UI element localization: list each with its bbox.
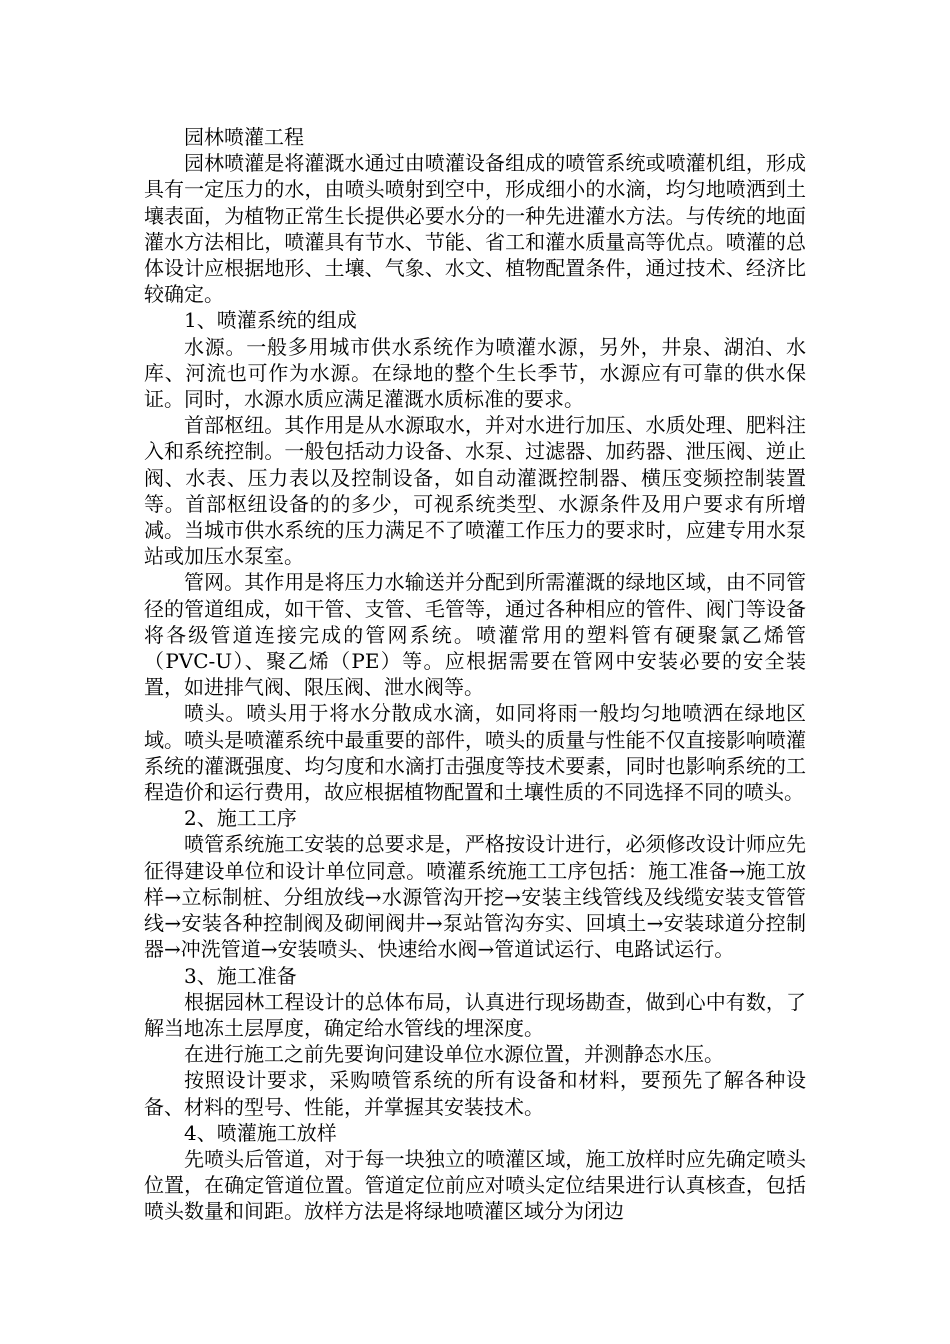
paragraph-intro: 园林喷灌是将灌溉水通过由喷灌设备组成的喷管系统或喷灌机组，形成具有一定压力的水，由喷头喷射到空中，形成细小的水滴，均匀地喷洒到土壤表面，为植物正常生长提供必要水分的一种先进灌水方法。与传统的地面灌水方法相比，喷灌具有节水、节能、省工和灌水质量高等优点。喷灌的总体设计应根据地形、土壤、气象、水文、植物配置条件，通过技术、经济比较确定。 bbox=[144, 151, 806, 307]
section-heading-3: 3、施工准备 bbox=[184, 963, 297, 988]
section-heading-2: 2、施工工序 bbox=[184, 806, 297, 831]
document-title: 园林喷灌工程 bbox=[184, 125, 304, 149]
paragraph-sprinkler-head: 喷头。喷头用于将水分散成水滴，如同将雨一般均匀地喷洒在绿地区域。喷头是喷灌系统中最重要的部件，喷头的质量与性能不仅直接影响喷灌系统的灌溉强度、均匀度和水滴打击强度等技术要素，同时也影响系统的工程造价和运行费用，故应根据植物配置和土壤性质的不同选择不同的喷头。 bbox=[144, 701, 806, 805]
paragraph-procurement: 按照设计要求，采购喷管系统的所有设备和材料，要预先了解各种设备、材料的型号、性能，并掌握其安装技术。 bbox=[144, 1068, 806, 1119]
section-heading-4: 4、喷灌施工放样 bbox=[184, 1120, 337, 1145]
paragraph-construction-process: 喷管系统施工安装的总要求是，严格按设计进行，必须修改设计师应先征得建设单位和设计单位同意。喷灌系统施工工序包括：施工准备→施工放样→立标制桩、分组放线→水源管沟开挖→安装主线管线及线缆安装支管管线→安装各种控制阀及砌闸阀井→泵站管沟夯实、回填土→安装球道分控制器→冲洗管道→安装喷头、快速给水阀→管道试运行、电路试运行。 bbox=[144, 832, 806, 962]
paragraph-water-pressure: 在进行施工之前先要询问建设单位水源位置，并测静态水压。 bbox=[184, 1042, 724, 1067]
paragraph-pipe-network: 管网。其作用是将压力水输送并分配到所需灌溉的绿地区域，由不同管径的管道组成，如干管、支管、毛管等，通过各种相应的管件、阀门等设备将各级管道连接完成的管网系统。喷灌常用的塑料管有硬聚氯乙烯管（PVC-U）、聚乙烯（PE）等。应根据需要在管网中安装必要的安全装置，如进排气阀、限压阀、泄水阀等。 bbox=[144, 570, 806, 700]
paragraph-water-source: 水源。一般多用城市供水系统作为喷灌水源，另外，井泉、湖泊、水库、河流也可作为水源。在绿地的整个生长季节，水源应有可靠的供水保证。同时，水源水质应满足灌溉水质标准的要求。 bbox=[144, 334, 806, 412]
section-heading-1: 1、喷灌系统的组成 bbox=[184, 308, 357, 333]
document-body bbox=[144, 124, 806, 1225]
paragraph-survey: 根据园林工程设计的总体布局，认真进行现场勘查，做到心中有数，了解当地冻土层厚度，确定给水管线的埋深度。 bbox=[144, 989, 806, 1040]
paragraph-layout: 先喷头后管道，对于每一块独立的喷灌区域，施工放样时应先确定喷头位置，在确定管道位置。管道定位前应对喷头定位结果进行认真核查，包括喷头数量和间距。放样方法是将绿地喷灌区域分为闭边 bbox=[144, 1146, 806, 1224]
paragraph-head-hub: 首部枢纽。其作用是从水源取水，并对水进行加压、水质处理、肥料注入和系统控制。一般包括动力设备、水泵、过滤器、加药器、泄压阀、逆止阀、水表、压力表以及控制设备，如自动灌溉控制器、横压变频控制装置等。首部枢纽设备的的多少，可视系统类型、水源条件及用户要求有所增减。当城市供水系统的压力满足不了喷灌工作压力的要求时，应建专用水泵站或加压水泵室。 bbox=[144, 413, 806, 569]
